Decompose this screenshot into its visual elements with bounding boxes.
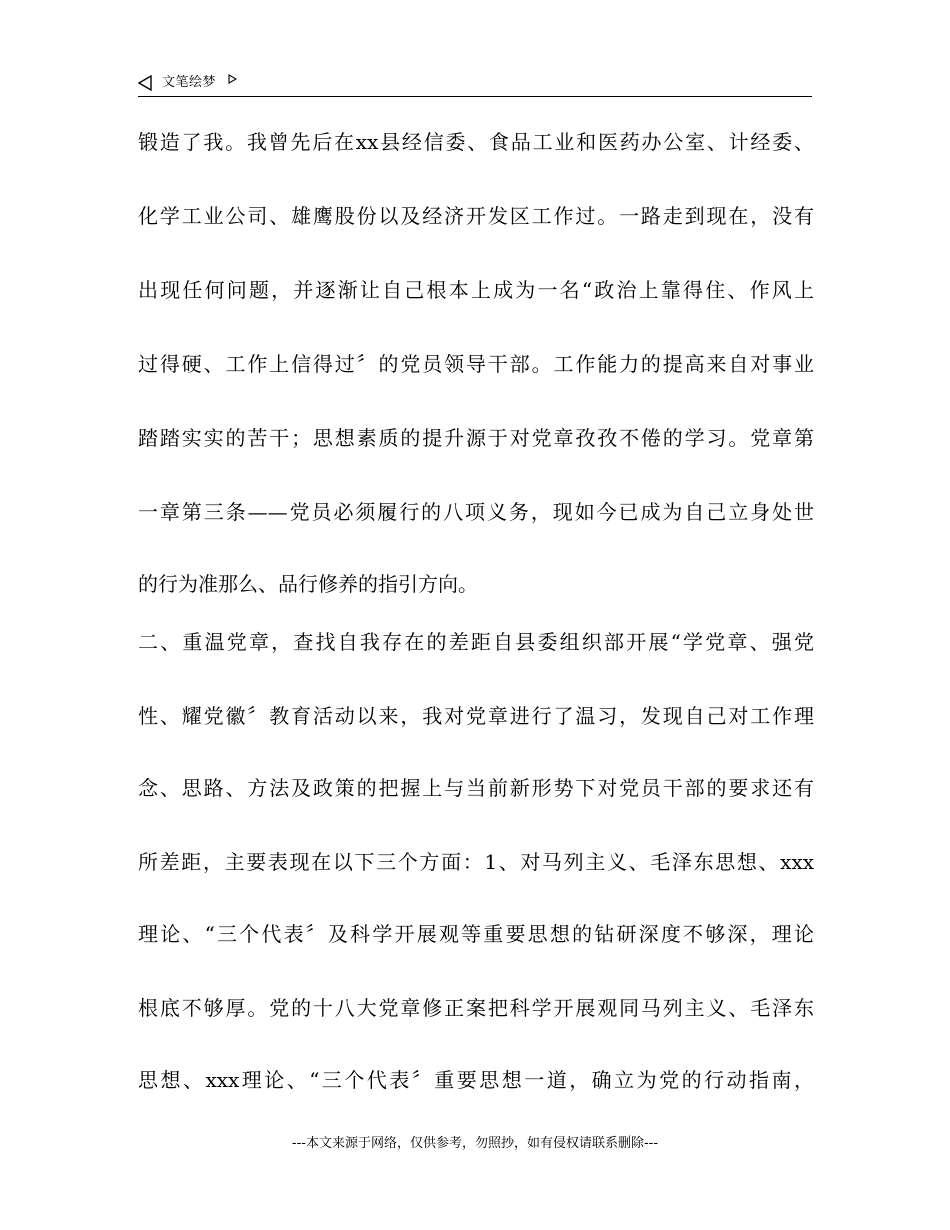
footer-disclaimer: ---本文来源于网络，仅供参考，勿照抄，如有侵权请联系删除---	[291, 1136, 659, 1151]
triangle-left-icon	[138, 75, 152, 91]
body-line: 的行为准那么、品行修养的指引方向。	[138, 572, 478, 596]
body-line: 二、重温党章，查找自我存在的差距自县委组织部开展“学党章、强党	[138, 630, 814, 654]
body-line: 性、耀党徽〞教育活动以来，我对党章进行了温习，发现自己对工作理	[138, 704, 814, 728]
header-title: 文笔绘梦	[162, 75, 217, 90]
body-line: 思想、xxx理论、“三个代表〞重要思想一道，确立为党的行动指南，	[138, 1068, 814, 1092]
body-line: 所差距，主要表现在以下三个方面：1、对马列主义、毛泽东思想、xxx	[138, 850, 814, 874]
body-line: 理论、“三个代表〞及科学开展观等重要思想的钻研深度不够深，理论	[138, 922, 814, 946]
body-line: 一章第三条——党员必须履行的八项义务，现如今已成为自己立身处世	[138, 500, 814, 524]
body-line: 根底不够厚。党的十八大党章修正案把科学开展观同马列主义、毛泽东	[138, 996, 814, 1020]
body-line: 化学工业公司、雄鹰股份以及经济开发区工作过。一路走到现在，没有	[138, 204, 814, 228]
body-line: 念、思路、方法及政策的把握上与当前新形势下对党员干部的要求还有	[138, 776, 814, 800]
body-line: 过得硬、工作上信得过〞的党员领导干部。工作能力的提高来自对事业	[138, 352, 814, 376]
page-header	[138, 72, 812, 97]
body-line: 锻造了我。我曾先后在xx县经信委、食品工业和医药办公室、计经委、	[138, 130, 814, 154]
body-line: 出现任何问题，并逐渐让自己根本上成为一名“政治上靠得住、作风上	[138, 278, 814, 302]
triangle-right-icon	[228, 74, 237, 84]
body-line: 踏踏实实的苦干；思想素质的提升源于对党章孜孜不倦的学习。党章第	[138, 426, 814, 450]
